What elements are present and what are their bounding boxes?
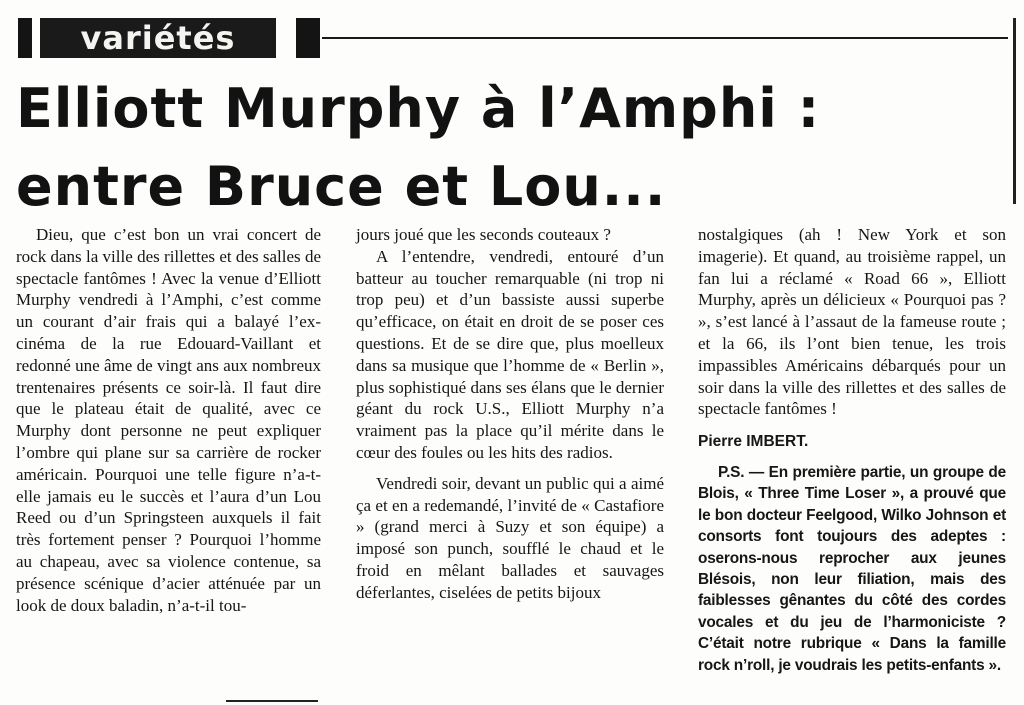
article-paragraph: jours joué que les seconds couteaux ? — [356, 225, 611, 244]
article-paragraph: nostalgiques (ah ! New York et son imagerie). Et quand, au troisième rappel, un fan lui a réclamé « Road 66 », Elliott Murphy, après un délicieux « Pourquoi pas ? », s’est lancé à l’assaut de la fameuse route ; et la 66, ils l’ont bien tenue, les trois impassibles Américains débarqués pour un soir dans la ville des rillettes et des salles de spectacle fantômes ! — [698, 225, 1006, 419]
frame-right-rule — [1013, 18, 1016, 204]
author-signature: Pierre IMBERT. — [698, 433, 809, 451]
headline-line-2: entre Bruce et Lou... — [16, 155, 667, 218]
article-column-3 — [698, 224, 1006, 676]
article-paragraph: A l’entendre, vendredi, entouré d’un batteur au toucher remarquable (ni trop ni trop peu) et d’un bassiste aussi superbe qu’efficace, on était en droit de se poser ces questions. Et de se dire que, plus moelleux dans sa musique que l’homme de « Berlin », plus sophistiqué dans ses élans que le dernier géant du rock U.S., Elliott Murphy n’a vraiment pas la place qu’il mérite dans le cœur des foules ou les hits des radios. — [356, 246, 664, 462]
postscript: P.S. — En première partie, un groupe de Blois, « Three Time Loser », a prouvé que le bon docteur Feelgood, Wilko Johnson et consorts font toujours des adeptes : oserons-nous reprocher aux jeunes Blésois, non leur filiation, mais des faiblesses gênantes du côté des cordes vocales et du jeu de l’harmoniciste ? C’était notre rubrique « Dans la famille rock n’roll, je voudrais les petits-enfants ». — [698, 463, 1006, 674]
headline — [16, 70, 1006, 226]
section-rubric: variétés — [40, 18, 276, 58]
rubric-bar-left — [18, 18, 32, 58]
rubric-rule — [322, 37, 1008, 39]
bottom-rule — [226, 700, 318, 702]
headline-line-1: Elliott Murphy à l’Amphi : — [16, 77, 821, 140]
article-column-1 — [16, 224, 321, 616]
article-paragraph: Dieu, que c’est bon un vrai concert de rock dans la ville des rillettes et des salles de spectacle fantômes ! Avec la venue d’Elliott Murphy vendredi à l’Amphi, c’est comme un courant d’air frais qui a balayé l’ex-cinéma de la rue Edouard-Vaillant et redonné une âme de vingt ans aux nombreux trentenaires présents ce soir-là. Il faut dire que le plateau était de qualité, avec ce Murphy dont personne ne peut expliquer l’ombre qui plane sur sa carrière de rocker américain. Pourquoi une telle figure n’a-t-elle jamais eu le succès et l’aura d’un Lou Reed ou d’un Springsteen auxquels il fait très fortement penser ? Pourquoi l’homme au chapeau, avec sa violence contenue, sa présence scénique d’acier atténuée par un look de doux baladin, n’a-t-il tou- — [16, 225, 321, 615]
article-paragraph: Vendredi soir, devant un public qui a aimé ça et en a redemandé, l’invité de « Castafiore » (grand merci à Suzy et son équipe) a imposé son punch, soufflé le chaud et le froid en mêlant ballades et sauvages déferlantes, ciselées de petits bijoux — [356, 473, 664, 602]
article-column-2 — [356, 224, 664, 604]
rubric-bar-right — [296, 18, 320, 58]
